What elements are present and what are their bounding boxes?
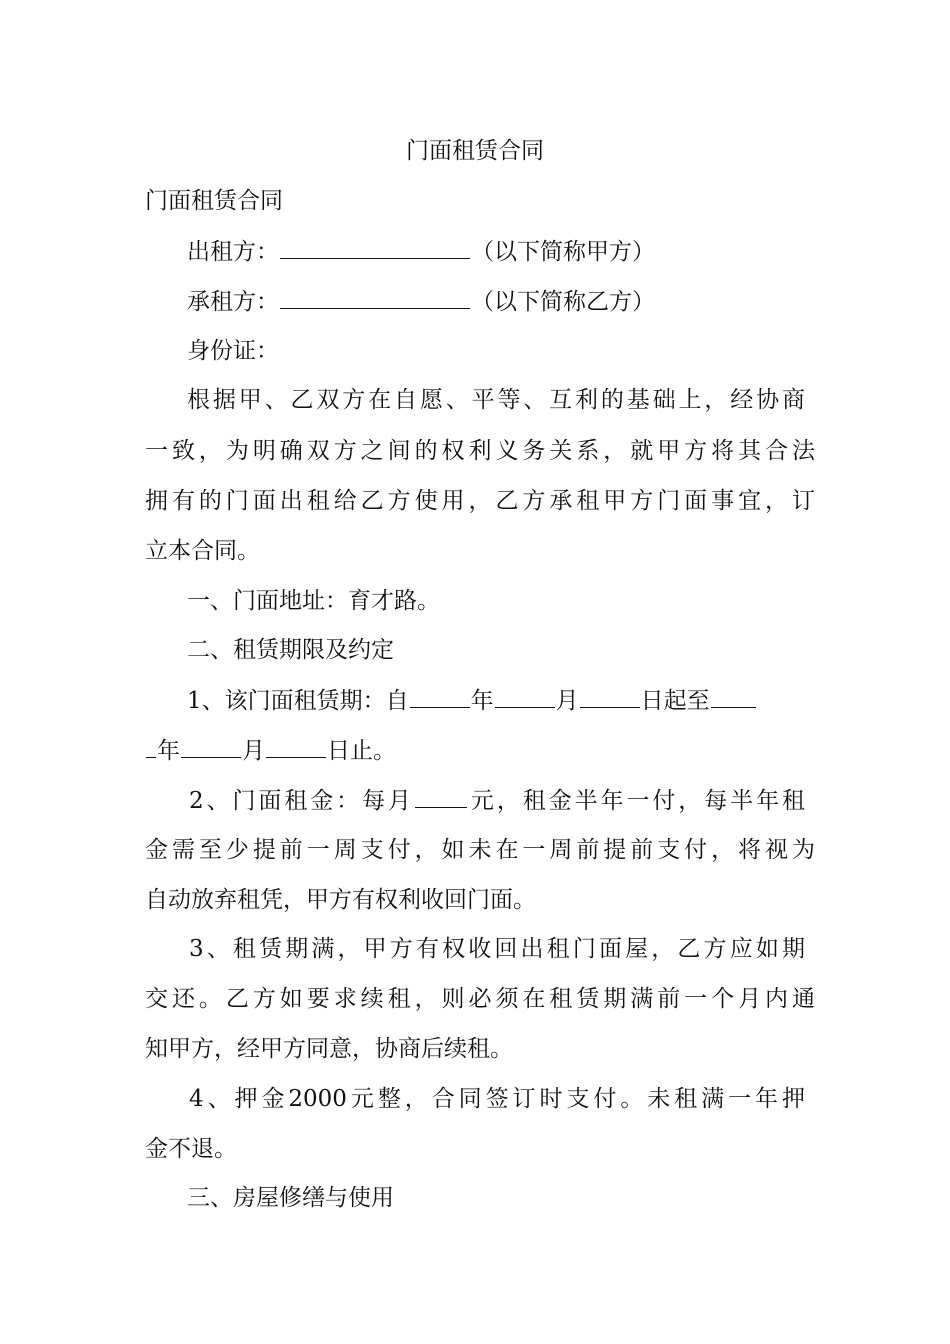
- day-from-label: 日起至: [640, 688, 710, 714]
- lessee-note: （以下简称乙方）: [471, 289, 655, 315]
- preamble-line: 立本合同。: [145, 538, 260, 564]
- end-month-blank[interactable]: [181, 735, 241, 758]
- document-title: 门面租赁合同: [406, 138, 544, 164]
- month-label: 月: [555, 688, 579, 714]
- item-1-text: 1、该门面租赁期：自: [187, 688, 409, 714]
- preamble-line: 拥有的门面出租给乙方使用，乙方承租甲方门面事宜，订: [145, 488, 815, 514]
- section-3-heading: 三、房屋修缮与使用: [187, 1185, 394, 1211]
- item-2-line: [189, 785, 805, 816]
- contract-heading: 门面租赁合同: [145, 188, 283, 214]
- item-2-line: 金需至少提前一周支付，如未在一周前提前支付，将视为: [145, 837, 815, 863]
- start-year-blank[interactable]: [410, 685, 470, 708]
- lessee-blank[interactable]: [280, 286, 470, 309]
- monthly-rent-blank[interactable]: [415, 785, 467, 808]
- month-label: 月: [242, 738, 265, 764]
- item-1-line-2: [145, 735, 815, 766]
- preamble-line: 一致，为明确双方之间的权利义务关系，就甲方将其合法: [145, 438, 815, 464]
- start-day-blank[interactable]: [580, 685, 640, 708]
- start-month-blank[interactable]: [495, 685, 555, 708]
- lessee-label: 承租方：: [187, 289, 279, 315]
- end-year-blank[interactable]: [711, 685, 756, 708]
- end-label: 日止。: [327, 738, 396, 764]
- preamble-line: 根据甲、乙双方在自愿、平等、互利的基础上，经协商: [187, 387, 805, 413]
- end-day-blank[interactable]: [266, 735, 326, 758]
- section-1-address: 一、门面地址：育才路。: [187, 588, 440, 614]
- lessee-line: [187, 286, 857, 317]
- lessor-label: 出租方：: [187, 239, 279, 265]
- lessor-note: （以下简称甲方）: [471, 239, 655, 265]
- id-card-line: 身份证：: [187, 338, 279, 364]
- year-label: 年: [157, 738, 180, 764]
- item-2-text: 2、门面租金：每月: [189, 788, 414, 814]
- end-year-blank-cont[interactable]: [146, 735, 156, 758]
- year-label: 年: [470, 688, 494, 714]
- lessor-blank[interactable]: [280, 236, 470, 259]
- item-1-line: [187, 685, 857, 716]
- item-2-line: 自动放弃租凭，甲方有权利收回门面。: [145, 887, 536, 913]
- item-4-line: 金不退。: [145, 1136, 237, 1162]
- item-3-line: 3、租赁期满，甲方有权收回出租门面屋，乙方应如期: [189, 936, 805, 962]
- item-2-text-b: 元，租金半年一付，每半年租: [467, 788, 805, 814]
- item-3-line: 交还。乙方如要求续租，则必须在租赁期满前一个月内通: [145, 986, 815, 1012]
- item-4-line: 4、押金2000元整，合同签订时支付。未租满一年押: [189, 1086, 805, 1112]
- lessor-line: [187, 236, 857, 267]
- item-3-line: 知甲方，经甲方同意，协商后续租。: [145, 1036, 513, 1062]
- section-2-heading: 二、租赁期限及约定: [187, 637, 394, 663]
